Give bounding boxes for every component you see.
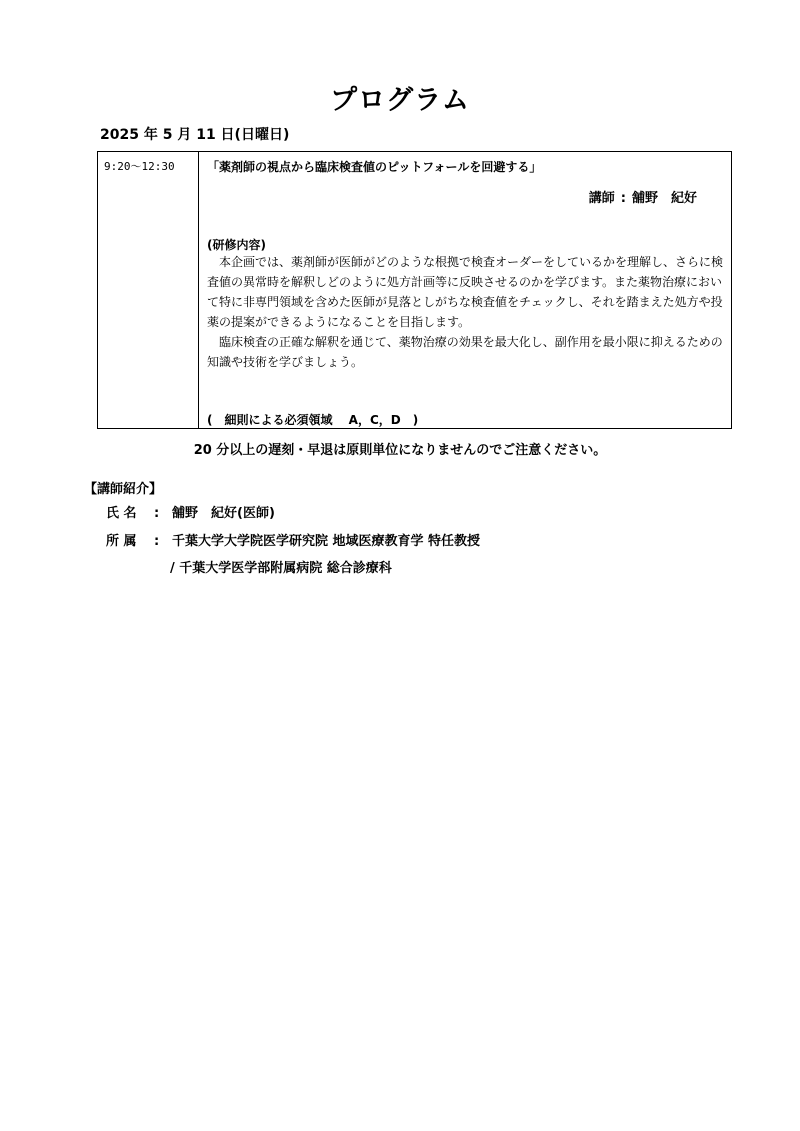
intro-affiliation-value: 千葉大学大学院医学研究院 地域医療教育学 特任教授: [172, 534, 481, 549]
attendance-notice: 20 分以上の遅刻・早退は原則単位になりませんのでご注意ください。: [193, 443, 607, 458]
intro-name-colon: :: [154, 506, 160, 521]
page-title: プログラム: [330, 85, 470, 116]
intro-name-value: 舗野 紀好(医師): [172, 506, 275, 521]
contents-paragraph-1: 本企画では、薬剤師が医師がどのような根拠で検査オーダーをしているかを理解し、さらに検査値の異常時を解釈しどのように処方計画等に反映させるのかを学びます。また薬物治療において特に非専門領域を含めた医師が見落としがちな検査値をチェックし、それを踏まえた処方や投薬の提案ができるようになることを目指します。: [207, 255, 724, 329]
session-time: 9:20〜12:30: [104, 160, 175, 173]
intro-name-label: 氏 名: [106, 506, 137, 521]
intro-affiliation-row: [106, 530, 480, 549]
lecturer-separator: :: [620, 191, 626, 206]
session-title: 「薬剤師の視点から臨床検査値のピットフォールを回避する」: [207, 160, 542, 174]
lecturer-label: 講師: [588, 191, 615, 206]
intro-affiliation-colon: :: [154, 534, 160, 549]
session-content-cell: [199, 152, 731, 428]
lecturer-intro-heading: 【講師紹介】: [84, 482, 163, 497]
intro-name-row: [106, 502, 275, 521]
lecturer-name: 舗野 紀好: [631, 191, 697, 206]
contents-paragraph-2: 臨床検査の正確な解釈を通じて、薬物治療の効果を最大化し、副作用を最小限に抑えるための知識や技術を学びましょう。: [207, 335, 723, 369]
intro-affiliation-value-2: / 千葉大学医学部附属病院 総合診療科: [170, 561, 392, 576]
program-table: [97, 151, 732, 429]
event-date: 2025 年 5 月 11 日(日曜日): [100, 127, 290, 143]
intro-affiliation-label: 所 属: [106, 534, 137, 549]
session-lecturer: [589, 187, 697, 206]
contents-heading: (研修内容): [207, 238, 266, 252]
contents-body: [207, 252, 727, 372]
required-fields: ( 細則による必須領域 A，C，D ): [207, 413, 419, 427]
